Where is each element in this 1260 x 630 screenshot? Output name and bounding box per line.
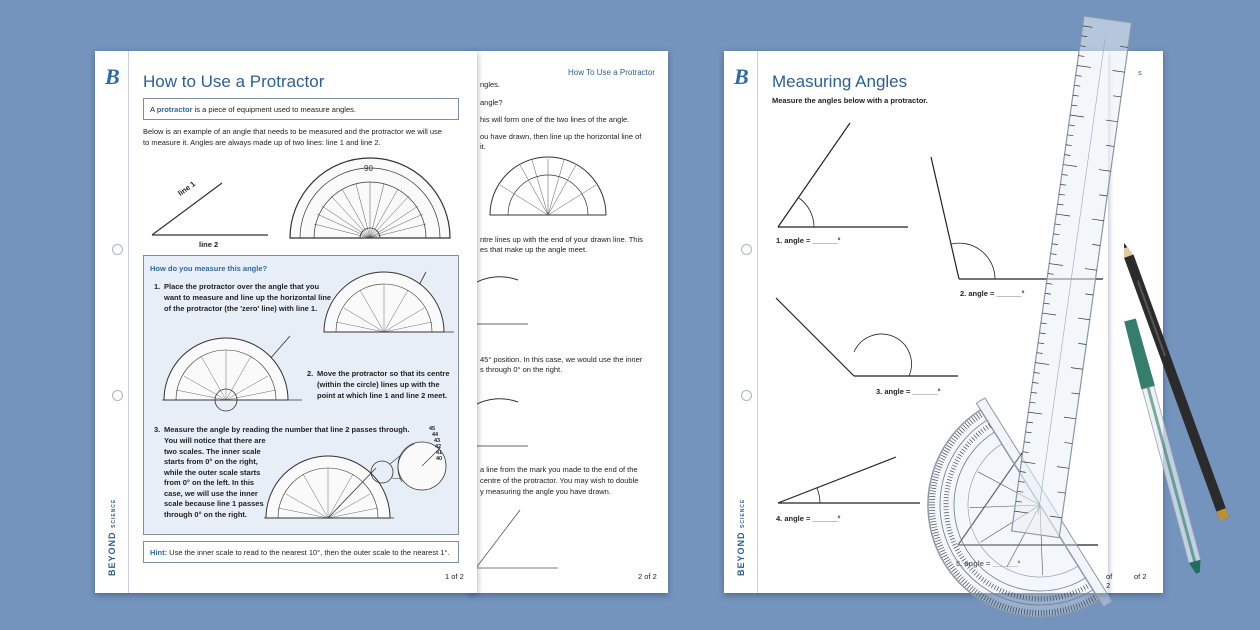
hint-body: Use the inner scale to read to the nearest 10°, then the outer scale to the nearest 1°. — [167, 548, 450, 557]
page-number: 1 of 2 — [445, 572, 464, 581]
line2-label: line 2 — [199, 240, 219, 249]
step3-line: from 0° on the left. In this — [164, 478, 255, 487]
back-snippet: ou have drawn, then line up the horizontal line of — [480, 132, 642, 141]
step1-line: want to measure and line up the horizontal line — [164, 293, 332, 302]
svg-text:90: 90 — [364, 164, 373, 173]
page-title: Measuring Angles — [772, 72, 908, 91]
step3-line: through 0° on the right. — [164, 509, 247, 519]
step3-line: starts from 0° on the right, — [164, 457, 258, 466]
definition-term: protractor — [156, 105, 193, 114]
step3-line: case, we will use the inner — [164, 488, 258, 498]
zoom-number: 45 — [429, 426, 436, 432]
instruction-text: Measure the angles below with a protractor. — [772, 96, 928, 105]
step3-heading: Measure the angle by reading the number that line 2 passes through. — [164, 425, 410, 434]
step3-line: You will notice that there are — [164, 436, 266, 445]
step1-line: of the protractor (the 'zero' line) with line 1. — [164, 304, 318, 313]
back-page-header: How To Use a Protractor — [568, 68, 655, 77]
page-title: How to Use a Protractor — [143, 72, 325, 91]
step2-line: Move the protractor so that its centre — [317, 369, 450, 378]
beyond-logo-icon: B — [734, 64, 749, 89]
line1-label: line 1 — [176, 179, 198, 198]
step2-line: (within the circle) lines up with the — [317, 380, 440, 389]
step2-number: 2. — [307, 369, 314, 378]
intro-line: to measure it. Angles are always made up of two lines: line 1 and line 2. — [143, 138, 381, 147]
back-snippet: y measuring the angle you have drawn. — [480, 487, 611, 496]
definition-prefix: A — [150, 105, 157, 114]
page-number: 2 of 2 — [638, 572, 657, 581]
step2-line: point at which line 1 and line 2 meet. — [317, 391, 448, 400]
brand-subtitle: SCIENCE — [740, 498, 746, 528]
back-snippet: s through 0° on the right. — [480, 365, 563, 374]
back-snippet: angle? — [480, 98, 503, 107]
step1-number: 1. — [154, 282, 161, 291]
zoom-number: 44 — [432, 432, 439, 438]
step1-line: Place the protractor over the angle that you — [164, 282, 320, 291]
angle-3-label: 3. angle = ______° — [876, 387, 941, 396]
zoom-number: 40 — [436, 456, 443, 462]
hint-label: Hint: — [150, 548, 168, 557]
panel-heading: How do you measure this angle? — [150, 264, 268, 273]
back-snippet: a line from the mark you made to the end of the — [480, 465, 638, 474]
angle-1-label: 1. angle = ______° — [776, 236, 841, 245]
beyond-logo-icon: B — [105, 64, 120, 89]
brand-subtitle: SCIENCE — [111, 498, 117, 528]
back-snippet: ntre lines up with the end of your drawn line. This — [480, 235, 643, 244]
brand-name: BEYOND — [736, 531, 746, 576]
back-snippet: es that make up the angle meet. — [480, 245, 588, 254]
back-snippet: centre of the protractor. You may wish to double — [480, 476, 639, 485]
back-snippet: ngles. — [480, 80, 501, 89]
definition-rest: is a piece of equipment used to measure angles. — [192, 105, 356, 114]
zoom-number: 41 — [436, 450, 443, 456]
angle-4-label: 4. angle = ______° — [776, 514, 841, 523]
intro-line: Below is an example of an angle that needs to be measured and the protractor we will use — [143, 127, 442, 136]
back-page-header: s — [1138, 68, 1142, 77]
step3-number: 3. — [154, 425, 161, 434]
step3-line: while the outer scale starts — [164, 467, 261, 477]
back-snippet: it. — [480, 142, 486, 151]
brand-name: BEYOND — [107, 531, 117, 576]
page-number: of 2 — [1134, 572, 1147, 581]
page-number: of 2 — [1106, 572, 1113, 590]
angle-2-label: 2. angle = ______° — [960, 289, 1025, 298]
zoom-number: 42 — [435, 444, 442, 450]
step3-line: scale because line 1 passes — [164, 499, 264, 508]
back-snippet: 45° position. In this case, we would use the inner — [480, 355, 643, 364]
zoom-number: 43 — [434, 438, 441, 444]
step3-line: two scales. The inner scale — [164, 446, 261, 456]
back-snippet: his will form one of the two lines of the angle. — [480, 115, 630, 124]
